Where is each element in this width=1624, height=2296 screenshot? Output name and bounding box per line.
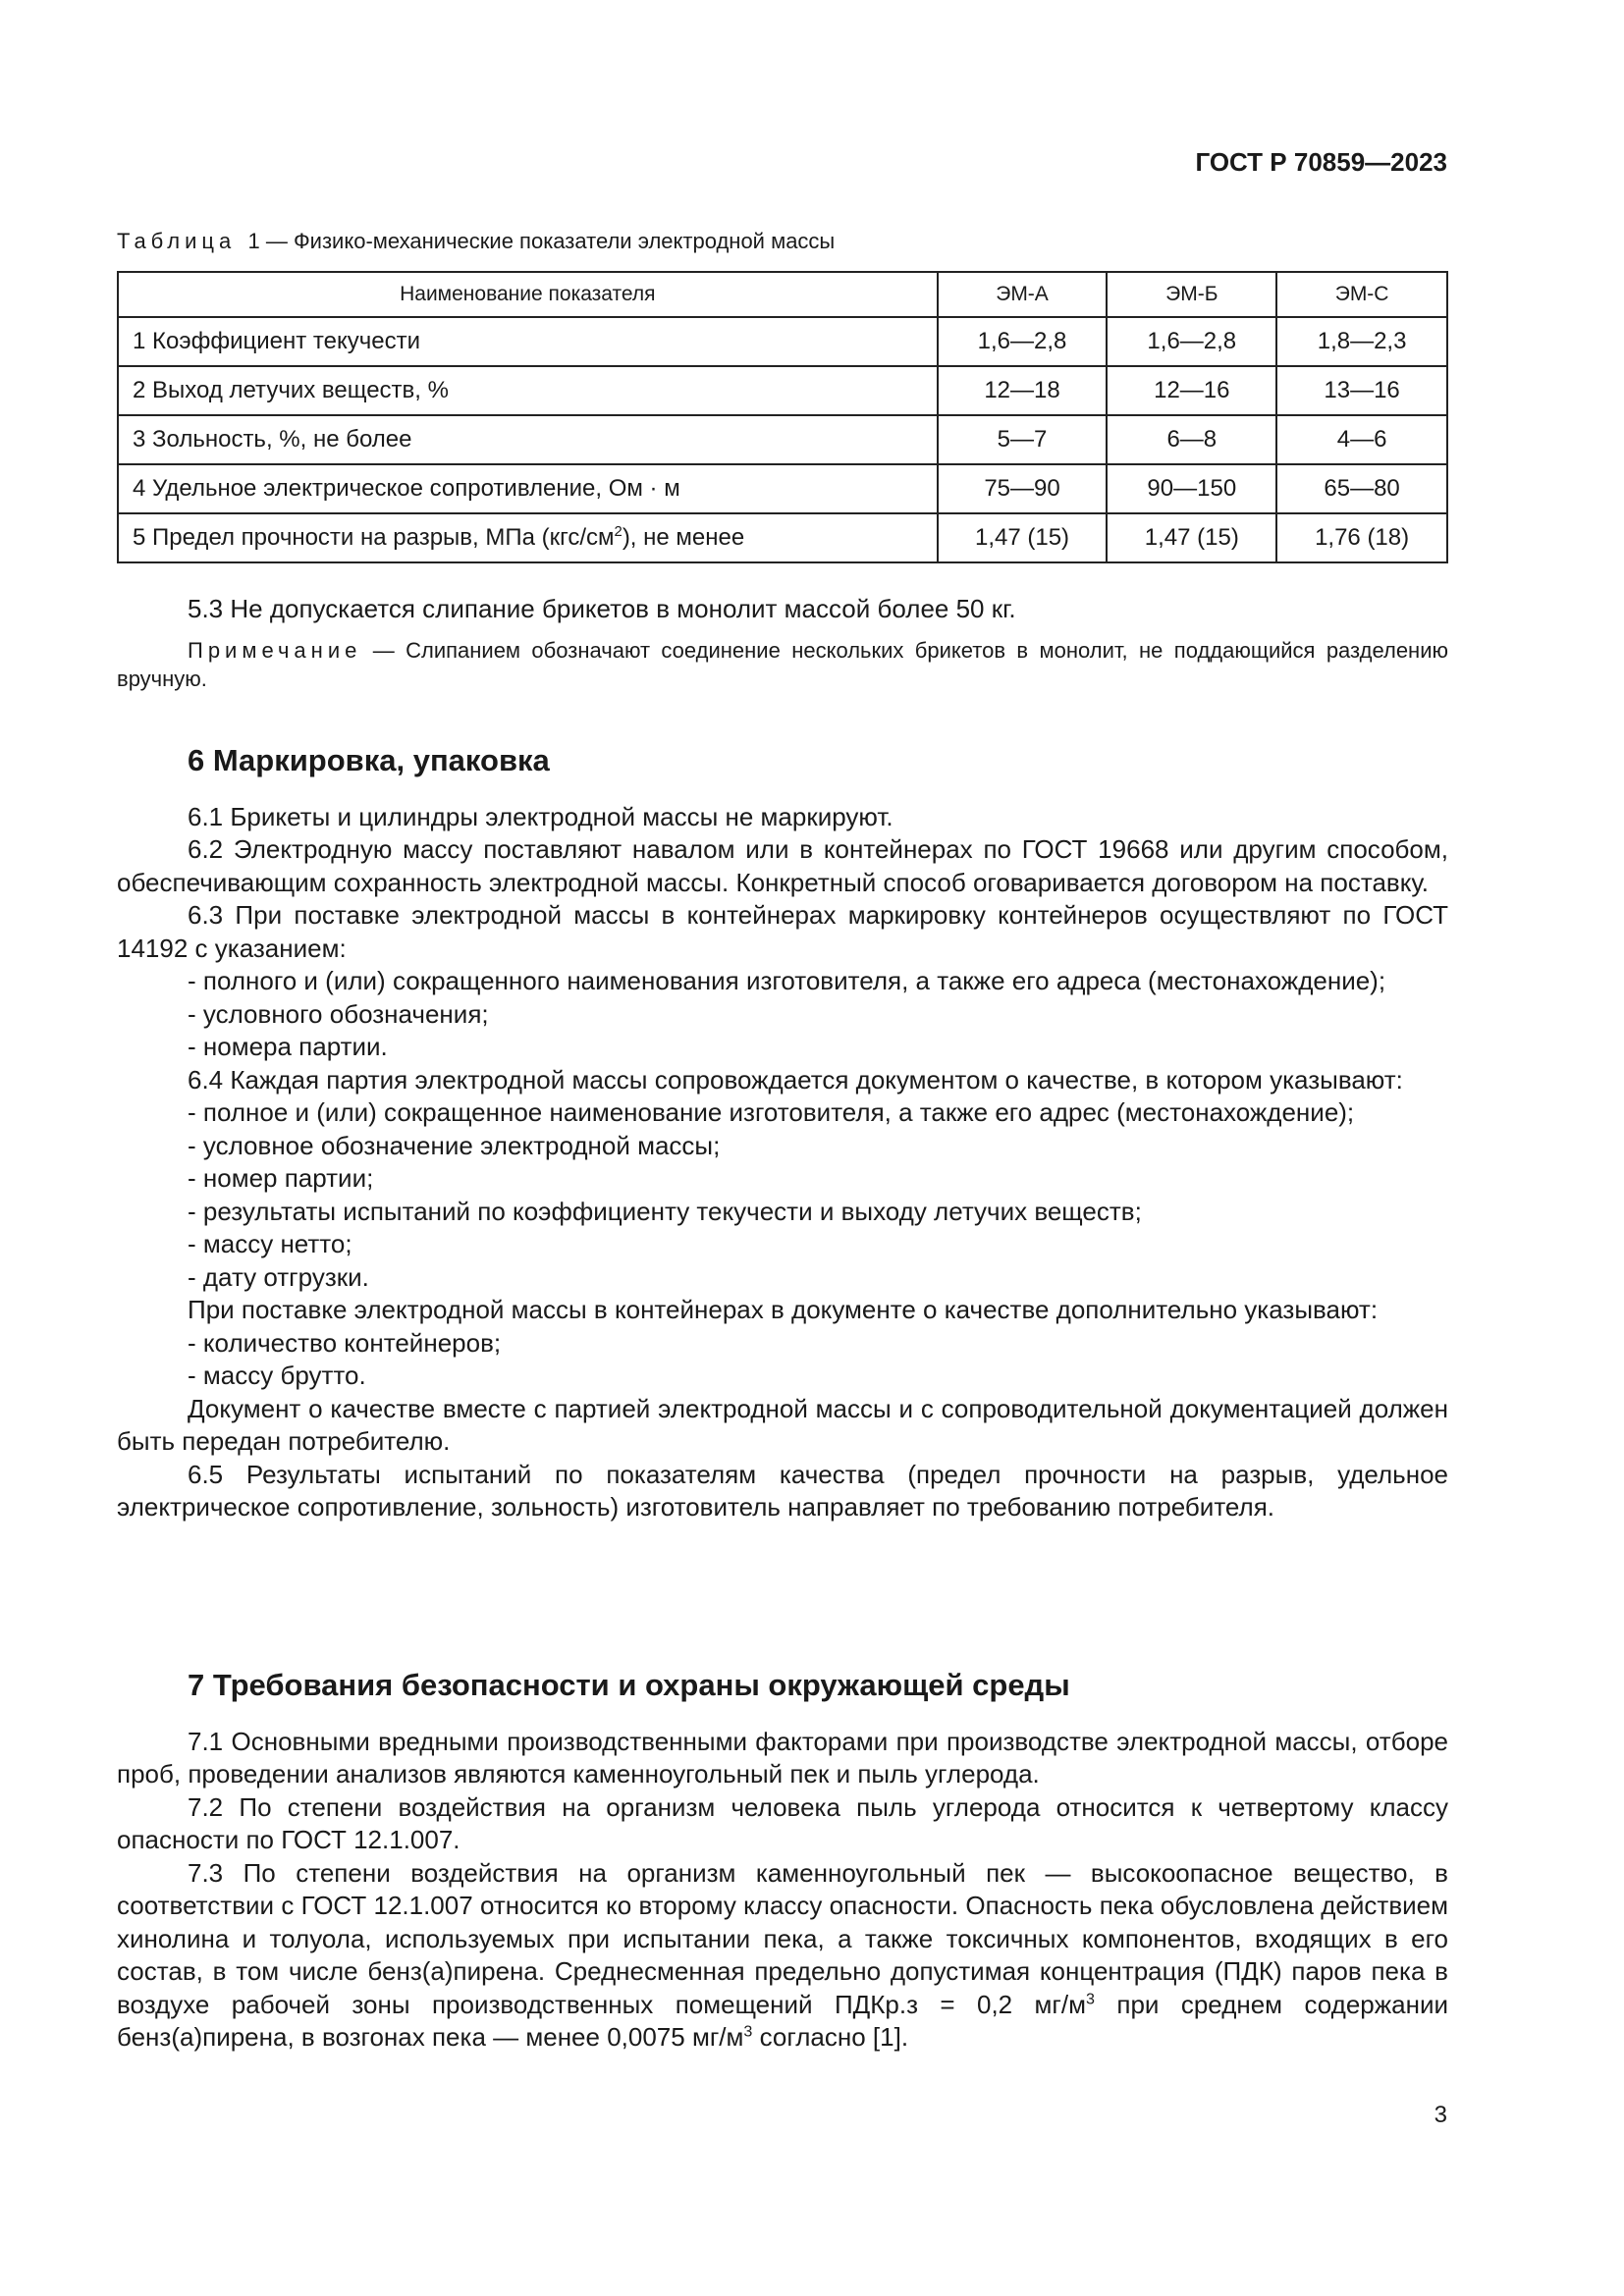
note-label: Примечание bbox=[188, 637, 362, 663]
row-name: 3 Зольность, %, не более bbox=[118, 415, 938, 464]
column-header: ЭМ-Б bbox=[1107, 272, 1276, 317]
cell-value: 4—6 bbox=[1276, 415, 1447, 464]
paragraph-7-3-part: согласно [1]. bbox=[752, 2022, 909, 2052]
table-caption-label: Таблица bbox=[117, 229, 237, 253]
note-text: — Слипанием обозначают соединение нескольких брикетов в монолит, не поддающийся разделению вручную. bbox=[117, 637, 1448, 691]
cell-value: 1,6—2,8 bbox=[1107, 317, 1276, 366]
paragraph-7-3-part: при среднем содержании бенз(а)пирена, в возгонах пека — менее 0,0075 мг/м bbox=[117, 1989, 1448, 2052]
row-name: 1 Коэффициент текучести bbox=[118, 317, 938, 366]
section-7 bbox=[117, 1669, 1448, 2055]
paragraph-6-5: 6.5 Результаты испытаний по показателям качества (предел прочности на разрыв, удельное электрическое сопротивление, зольность) изготовитель направляет по требованию потребителя. bbox=[117, 1459, 1448, 1522]
table-row bbox=[118, 317, 1447, 366]
paragraph-6-2: 6.2 Электродную массу поставляют навалом или в контейнерах по ГОСТ 19668 или другим способом, обеспечивающим сохранность электродной массы. Конкретный способ оговаривается договором на поставку. bbox=[117, 834, 1448, 897]
row-name-part: ), не менее bbox=[622, 524, 745, 551]
section-6 bbox=[117, 744, 1448, 1524]
paragraph-containers: При поставке электродной массы в контейнерах в документе о качестве дополнительно указывают: bbox=[188, 1295, 1379, 1324]
column-header: Наименование показателя bbox=[118, 272, 938, 317]
paragraph-6-3: 6.3 При поставке электродной массы в контейнерах маркировку контейнеров осуществляют по ГОСТ 14192 с указанием: bbox=[117, 900, 1448, 963]
cell-value: 90—150 bbox=[1107, 464, 1276, 513]
section-6-title: 6 Маркировка, упаковка bbox=[188, 743, 550, 777]
superscript: 3 bbox=[1086, 1989, 1095, 2007]
paragraph-6-4: 6.4 Каждая партия электродной массы сопровождается документом о качестве, в котором указывают: bbox=[188, 1064, 1403, 1095]
list-item: - условного обозначения; bbox=[188, 998, 489, 1029]
clause-5-3-block bbox=[117, 593, 1448, 693]
paragraph-quality-document: Документ о качестве вместе с партией электродной массы и с сопроводительной документацией должен быть передан потребителю. bbox=[117, 1393, 1448, 1456]
cell-value: 1,6—2,8 bbox=[938, 317, 1108, 366]
column-header: ЭМ-А bbox=[938, 272, 1108, 317]
table-caption-text: 1 — Физико-механические показатели электродной массы bbox=[247, 229, 836, 253]
paragraph-5-3: 5.3 Не допускается слипание брикетов в монолит массой более 50 кг. bbox=[188, 594, 1016, 623]
cell-value: 12—16 bbox=[1107, 366, 1276, 415]
list-item: - массу нетто; bbox=[188, 1229, 352, 1258]
table-row bbox=[118, 415, 1447, 464]
page-number: 3 bbox=[1434, 2102, 1447, 2128]
superscript: 3 bbox=[743, 2022, 753, 2041]
cell-value: 1,76 (18) bbox=[1276, 513, 1447, 562]
indicators-table bbox=[117, 271, 1448, 563]
list-item: - дату отгрузки. bbox=[188, 1261, 369, 1292]
row-name bbox=[118, 513, 938, 562]
section-7-title: 7 Требования безопасности и охраны окружающей среды bbox=[188, 1668, 1070, 1702]
list-item: - полного и (или) сокращенного наименования изготовителя, а также его адреса (местонахождение); bbox=[188, 966, 1386, 995]
column-header: ЭМ-С bbox=[1276, 272, 1447, 317]
list-item: - результаты испытаний по коэффициенту текучести и выходу летучих веществ; bbox=[188, 1196, 1142, 1226]
cell-value: 13—16 bbox=[1276, 366, 1447, 415]
cell-value: 1,47 (15) bbox=[938, 513, 1108, 562]
table-caption bbox=[117, 229, 835, 254]
cell-value: 65—80 bbox=[1276, 464, 1447, 513]
cell-value: 1,8—2,3 bbox=[1276, 317, 1447, 366]
list-item: - номера партии. bbox=[188, 1032, 388, 1061]
paragraph-6-1: 6.1 Брикеты и цилиндры электродной массы не маркируют. bbox=[188, 801, 893, 831]
standard-header: ГОСТ Р 70859—2023 bbox=[1195, 147, 1447, 177]
table-header-row bbox=[118, 272, 1447, 317]
table-row bbox=[118, 464, 1447, 513]
cell-value: 1,47 (15) bbox=[1107, 513, 1276, 562]
paragraph-7-3 bbox=[117, 1857, 1448, 2055]
list-item: - массу брутто. bbox=[188, 1361, 366, 1390]
table-row bbox=[118, 366, 1447, 415]
cell-value: 75—90 bbox=[938, 464, 1108, 513]
paragraph-7-1: 7.1 Основными вредными производственными факторами при производстве электродной массы, отборе проб, проведении анализов являются каменноугольный пек и пыль углерода. bbox=[117, 1726, 1448, 1789]
row-name-part: 5 Предел прочности на разрыв, МПа (кгс/см bbox=[133, 524, 615, 551]
row-name: 2 Выход летучих веществ, % bbox=[118, 366, 938, 415]
table-row bbox=[118, 513, 1447, 562]
list-item: - условное обозначение электродной массы; bbox=[188, 1130, 721, 1160]
row-name: 4 Удельное электрическое сопротивление, Ом · м bbox=[118, 464, 938, 513]
paragraph-7-3-part: 7.3 По степени воздействия на организм каменноугольный пек — высокоопасное вещество, в соответствии с ГОСТ 12.1.007 относится ко второму классу опасности. Опасность пека обусловлена действием хинолина и толуола, используемых при испытании пека, а также токсичных компонентов, входящих в его состав, в том числе бенз(а)пирена. Среднесменная предельно допустимая концентрация (ПДК) паров пека в воздухе рабочей зоны производственных помещений ПДКр.з = 0,2 мг/м bbox=[117, 1857, 1448, 2019]
list-item: - полное и (или) сокращенное наименование изготовителя, а также его адрес (местонахождение); bbox=[188, 1097, 1355, 1127]
superscript: 2 bbox=[614, 524, 623, 540]
cell-value: 6—8 bbox=[1107, 415, 1276, 464]
cell-value: 12—18 bbox=[938, 366, 1108, 415]
list-item: - количество контейнеров; bbox=[188, 1327, 502, 1358]
cell-value: 5—7 bbox=[938, 415, 1108, 464]
note-paragraph bbox=[117, 636, 1448, 693]
paragraph-7-2: 7.2 По степени воздействия на организм человека пыль углерода относится к четвертому классу опасности по ГОСТ 12.1.007. bbox=[117, 1791, 1448, 1854]
list-item: - номер партии; bbox=[188, 1163, 374, 1193]
